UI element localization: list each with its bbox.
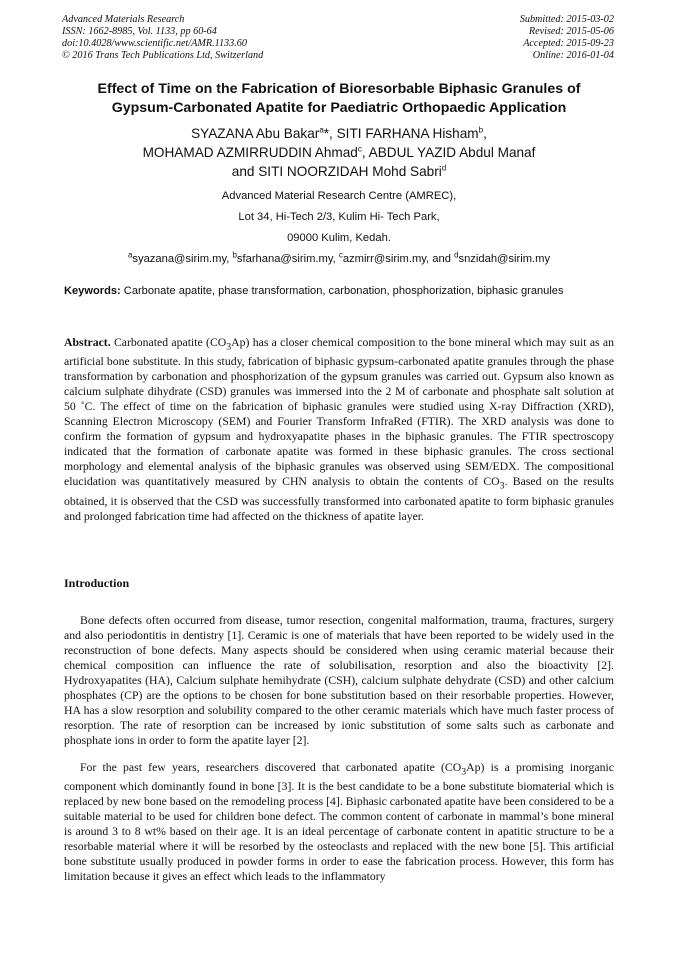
online-date: Online: 2016-01-04 — [532, 50, 614, 61]
keywords-label: Keywords: — [64, 285, 121, 297]
author-4: ABDUL YAZID Abdul Manaf — [365, 145, 536, 160]
submitted-date: Submitted: 2015-03-02 — [519, 14, 614, 25]
journal-issn: ISSN: 1662-8985, Vol. 1133, pp 60-64 — [62, 26, 217, 37]
corresponding-mark: *, — [323, 126, 333, 141]
author-5-affil: d — [441, 163, 447, 173]
section-heading-introduction: Introduction — [64, 576, 130, 590]
submission-dates — [520, 14, 614, 62]
intro-paragraph-2-subscript: 3 — [461, 765, 467, 777]
email-1[interactable]: syazana@sirim.my, — [132, 253, 233, 265]
email-3-marker: c — [338, 250, 343, 260]
abstract-subscript-2: 3 — [499, 480, 505, 492]
intro-paragraph-2-text-b: Ap) is a promising inorganic component which dominantly found in bone [3]. It is the best candidate to be a bone substitute biomaterial which is replaced by new bone based on the remodeling process [4]. Biphasic carbonated apatite have been considered to be a suitable material to be used for children bone defect. The common content of carbonate in mammal’s bone mineral is around 3 to 8 wt% based on their age. It is an ideal percentage of carbonate content in apatitic structure to be a resorbable material where it will be resorbed by the osteoclasts and replaced with the new bone [5]. This artificial bone substitute usually produced in powder forms in order to ease the fabrication process. However, this form has limitation because it gives an effect which leads to the inflammatory — [64, 760, 615, 883]
author-3-affil: c — [357, 144, 362, 154]
author-emails — [40, 249, 638, 270]
author-separator: , — [483, 126, 487, 141]
author-2-affil: b — [478, 125, 484, 135]
affiliation — [40, 186, 638, 270]
author-3: MOHAMAD AZMIRRUDDIN Ahmad — [142, 145, 358, 160]
author-5: and SITI NOORZIDAH Mohd Sabri — [231, 164, 442, 179]
intro-paragraph-2-text-a: For the past few years, researchers discovered that carbonated apatite (CO — [80, 760, 462, 774]
introduction-body — [64, 601, 614, 896]
email-2[interactable]: sfarhana@sirim.my, — [236, 253, 339, 265]
author-line-2 — [40, 143, 638, 162]
author-2: SITI FARHANA Hisham — [332, 126, 479, 141]
author-line-1 — [40, 124, 638, 143]
paper-title — [40, 80, 638, 118]
accepted-date: Accepted: 2015-09-23 — [523, 38, 614, 49]
email-3[interactable]: azmirr@sirim.my, and — [342, 253, 455, 265]
email-4-marker: d — [454, 250, 459, 260]
title-line-1: Effect of Time on the Fabrication of Bioresorbable Biphasic Granules of — [97, 81, 581, 97]
affiliation-line-1: Advanced Material Research Centre (AMREC), — [221, 190, 457, 202]
affiliation-line-3: 09000 Kulim, Kedah. — [287, 232, 391, 244]
journal-name: Advanced Materials Research — [62, 14, 185, 25]
author-line-3 — [40, 162, 638, 181]
journal-doi: doi:10.4028/www.scientific.net/AMR.1133.60 — [62, 38, 247, 49]
intro-paragraph-2 — [64, 760, 614, 884]
abstract-text-2: Ap) has a closer chemical composition to the bone mineral which may suit as an artificial bone substitute. In this study, fabrication of biphasic gypsum-carbonated apatite granules through the phase transformation by carbonation and phosphorization of the gypsum granules was carried out. Gypsum also known as calcium sulphate dihydrate (CSD) granules was immersed into the 2 M of carbonate and phosphate salt solution at 50 ˚C. The effect of time on the fabrication of biphasic granules were studied using X-ray Diffraction (XRD), Scanning Electron Microscopy (SEM) and Fourier Transform InfraRed (FTIR). The XRD analysis was done to confirm the formation of gypsum and hydroxyapatite phases in the biphasic granules. The FTIR spectroscopy indicated that the formation of carbonate apatite was formed in these biphasic granules. The cross sectional morphology and elemental analysis of the biphasic granules was observed using SEM/EDX. The compositional elucidation was quantitatively measured by CHN analysis to obtain the contents of CO — [64, 336, 614, 489]
author-1: SYAZANA Abu Bakar — [191, 126, 320, 141]
author-list — [40, 124, 638, 181]
email-2-marker: b — [232, 250, 237, 260]
author-separator: , — [361, 145, 366, 160]
journal-info — [62, 14, 263, 62]
keywords — [64, 284, 614, 299]
abstract-text-3: . Based on the results obtained, it is observed that the CSD was successfully transformed into carbonated apatite to form biphasic granules and prolonged fabrication time had affected on the thickness of apatite layer. — [64, 475, 615, 523]
revised-date: Revised: 2015-05-06 — [528, 26, 614, 37]
abstract-label: Abstract. — [64, 336, 111, 349]
affiliation-line-2: Lot 34, Hi-Tech 2/3, Kulim Hi- Tech Park, — [238, 211, 440, 223]
title-line-2: Gypsum-Carbonated Apatite for Paediatric Orthopaedic Application — [111, 100, 567, 116]
author-1-affil: a — [319, 125, 324, 135]
abstract-text-1: Carbonated apatite (CO — [110, 336, 227, 349]
journal-copyright: © 2016 Trans Tech Publications Ltd, Switzerland — [62, 50, 264, 61]
abstract-subscript-1: 3 — [226, 341, 232, 353]
abstract — [64, 335, 614, 524]
email-4[interactable]: snzidah@sirim.my — [458, 253, 551, 265]
email-1-marker: a — [127, 250, 133, 260]
intro-paragraph-1: Bone defects often occurred from disease, tumor resection, congenital malformation, trauma, fractures, surgery and also periodontitis in dentistry [1]. Ceramic is one of materials that have been reported to be widely used in the reconstruction of bone defects. Many aspects should be considered when using ceramic material because their chemical composition can influence the rate of solubilisation, resorption and also the bioactivity [2]. Hydroxyapatites (HA), Calcium sulphate hemihydrate (CSH), calcium sulphate dehydrate (CSD) and other calcium phosphates (CP) are the options to be chosen for bone substitution based on their resorbable properties. However, HA has a slow resorption and solubility compared to the other ceramic materials which have much faster process of resorption. The rate of resorption can be increased by ionic substitution of some salts such as carbonate and phosphate ions in order to form the apatite layer [2]. — [64, 613, 614, 747]
keywords-text: Carbonate apatite, phase transformation, carbonation, phosphorization, biphasic granules — [120, 285, 564, 297]
